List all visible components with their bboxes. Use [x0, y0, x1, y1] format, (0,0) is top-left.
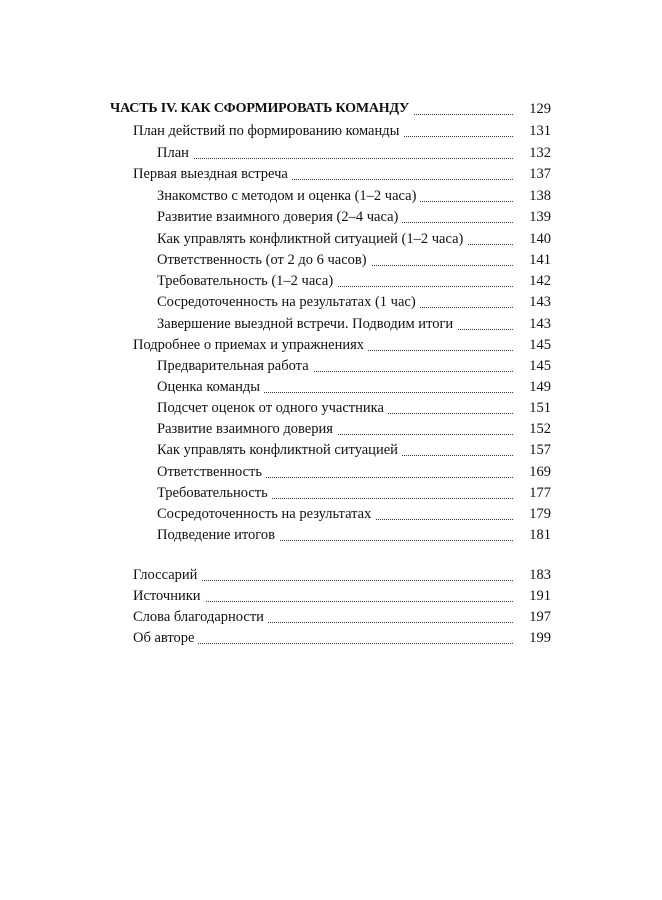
toc-entry-team-assessment[interactable]: [157, 376, 551, 398]
toc-entry-results-hour[interactable]: [157, 291, 551, 313]
toc-entry-page: 199: [515, 627, 551, 649]
toc-entry-conflict[interactable]: [157, 439, 551, 461]
toc-entry-page: 142: [515, 270, 551, 292]
toc-entry-title: Подробнее о приемах и упражнениях: [133, 334, 368, 356]
toc-entry-page: 179: [515, 503, 551, 525]
toc-entry-title: Ответственность: [157, 461, 266, 483]
toc-entry-techniques[interactable]: [133, 334, 551, 356]
toc-entry-page: 129: [515, 98, 551, 120]
toc-entry-sources[interactable]: [133, 585, 551, 607]
toc-entry-preliminary-work[interactable]: [157, 355, 551, 377]
toc-entry-offsite-closing[interactable]: [157, 313, 551, 335]
toc-entry-action-plan[interactable]: [133, 120, 551, 142]
toc-entry-acknowledgements[interactable]: [133, 606, 551, 628]
toc-entry-title: Как управлять конфликтной ситуацией: [157, 439, 402, 461]
toc-entry-page: 137: [515, 163, 551, 185]
toc-entry-title: Как управлять конфликтной ситуацией (1–2 часа): [157, 228, 467, 250]
toc-entry-title: Первая выездная встреча: [133, 163, 292, 185]
toc-entry-page: 181: [515, 524, 551, 546]
toc-entry-title: План: [157, 142, 193, 164]
toc-entry-page: 139: [515, 206, 551, 228]
toc-entry-page: 149: [515, 376, 551, 398]
toc-entry-title: Глоссарий: [133, 564, 201, 586]
toc-entry-title: Ответственность (от 2 до 6 часов): [157, 249, 371, 271]
toc-entry-first-offsite[interactable]: [133, 163, 551, 185]
toc-entry-title: Подсчет оценок от одного участника: [157, 397, 388, 419]
toc-entry-score-count[interactable]: [157, 397, 551, 419]
toc-entry-page: 132: [515, 142, 551, 164]
toc-entry-title: Подведение итогов: [157, 524, 279, 546]
toc-entry-page: 143: [515, 313, 551, 335]
toc-entry-glossary[interactable]: [133, 564, 551, 586]
toc-entry-conflict-hours[interactable]: [157, 228, 551, 250]
toc-entry-demanding-hours[interactable]: [157, 270, 551, 292]
toc-entry-results[interactable]: [157, 503, 551, 525]
toc-entry-page: 138: [515, 185, 551, 207]
toc-entry-plan[interactable]: [157, 142, 551, 164]
toc-entry-demanding[interactable]: [157, 482, 551, 504]
toc-entry-intro-method[interactable]: [157, 185, 551, 207]
toc-entry-title: ЧАСТЬ IV. КАК СФОРМИРОВАТЬ КОМАНДУ: [110, 98, 413, 120]
toc-entry-title: Оценка команды: [157, 376, 264, 398]
toc-entry-trust[interactable]: [157, 418, 551, 440]
toc-entry-title: Об авторе: [133, 627, 198, 649]
toc-entry-page: 140: [515, 228, 551, 250]
dot-leader: [157, 157, 513, 159]
toc-entry-page: 143: [515, 291, 551, 313]
toc-entry-title: Предварительная работа: [157, 355, 313, 377]
toc-entry-title: Источники: [133, 585, 205, 607]
toc-entry-title: План действий по формированию команды: [133, 120, 403, 142]
toc-entry-summary[interactable]: [157, 524, 551, 546]
toc-entry-title: Требовательность (1–2 часа): [157, 270, 337, 292]
toc-entry-title: Развитие взаимного доверия (2–4 часа): [157, 206, 402, 228]
toc-entry-title: Завершение выездной встречи. Подводим итоги: [157, 313, 457, 335]
toc-entry-title: Сосредоточенность на результатах (1 час): [157, 291, 420, 313]
toc-entry-title: Слова благодарности: [133, 606, 268, 628]
toc-entry-accountability[interactable]: [157, 461, 551, 483]
toc-entry-page: 169: [515, 461, 551, 483]
toc-entry-page: 151: [515, 397, 551, 419]
toc-entry-page: 197: [515, 606, 551, 628]
toc-entry-page: 131: [515, 120, 551, 142]
toc-entry-trust-hours[interactable]: [157, 206, 551, 228]
toc-entry-page: 191: [515, 585, 551, 607]
toc-entry-page: 152: [515, 418, 551, 440]
toc-entry-page: 183: [515, 564, 551, 586]
toc-entry-title: Требовательность: [157, 482, 272, 504]
toc-entry-page: 141: [515, 249, 551, 271]
toc-entry-part-4[interactable]: [110, 98, 551, 120]
toc-entry-page: 177: [515, 482, 551, 504]
toc-entry-page: 157: [515, 439, 551, 461]
toc-entry-title: Знакомство с методом и оценка (1–2 часа): [157, 185, 420, 207]
toc-entry-page: 145: [515, 334, 551, 356]
toc-entry-title: Сосредоточенность на результатах: [157, 503, 375, 525]
toc-entry-accountability-hours[interactable]: [157, 249, 551, 271]
toc-entry-about-author[interactable]: [133, 627, 551, 649]
toc-entry-page: 145: [515, 355, 551, 377]
toc-entry-title: Развитие взаимного доверия: [157, 418, 337, 440]
